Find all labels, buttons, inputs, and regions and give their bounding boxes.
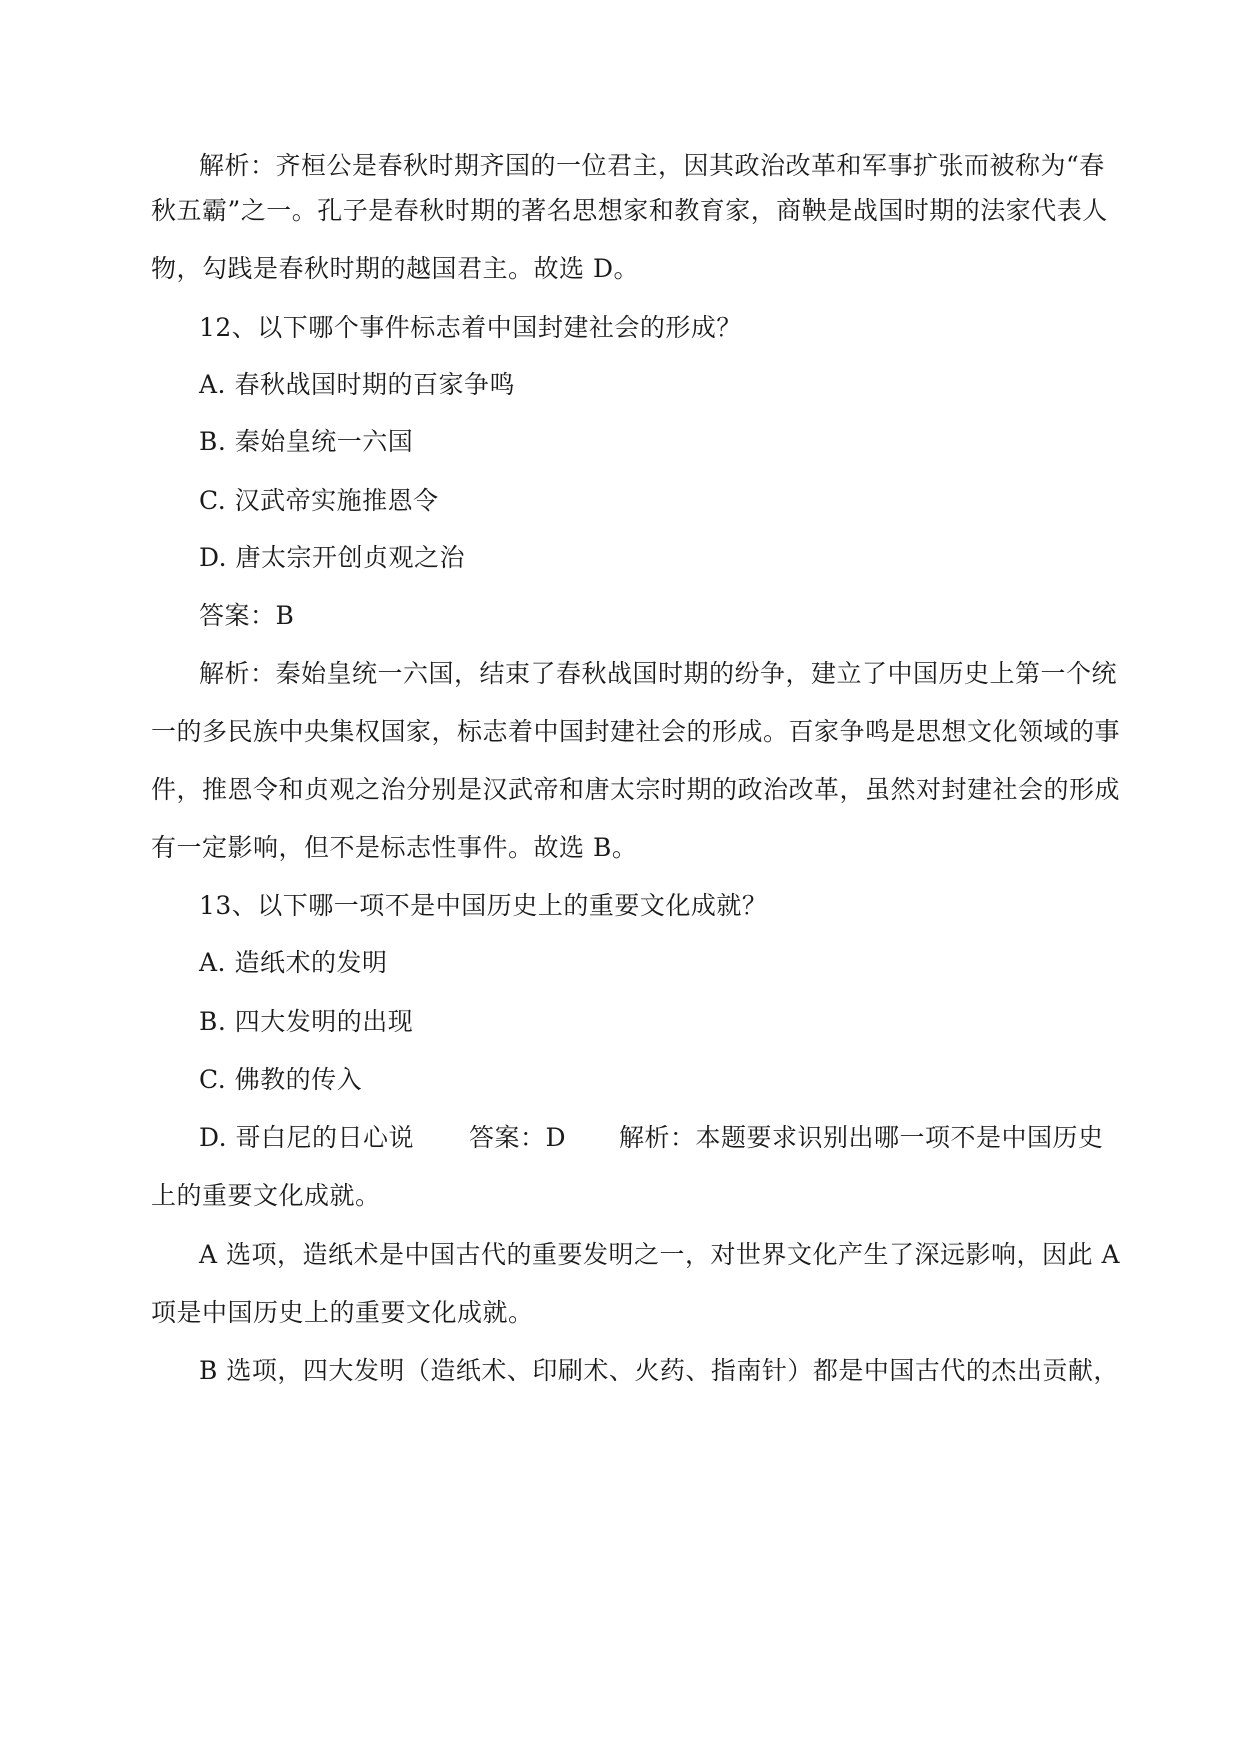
q13-analysis-cont: 上的重要文化成就。 (151, 1181, 381, 1210)
q12-analysis-line: 解析：秦始皇统一六国，结束了春秋战国时期的纷争，建立了中国历史上第一个统 (199, 659, 1118, 688)
q12-analysis-line: 有一定影响，但不是标志性事件。故选 B。 (151, 833, 638, 862)
q13-answer: 答案：D (469, 1123, 567, 1152)
q12-analysis-line: 件，推恩令和贞观之治分别是汉武帝和唐太宗时期的政治改革，虽然对封建社会的形成 (151, 775, 1121, 804)
q11-analysis-line: 秋五霸”之一。孔子是春秋时期的著名思想家和教育家，商鞅是战国时期的法家代表人 (151, 196, 1108, 225)
q13-option-d-line (199, 1121, 1104, 1155)
q13-a-explanation: A 选项，造纸术是中国古代的重要发明之一，对世界文化产生了深远影响，因此 A (199, 1240, 1121, 1269)
q13-option-b: B. 四大发明的出现 (199, 1007, 414, 1036)
q13-option-a: A. 造纸术的发明 (199, 948, 388, 977)
q12-option-d: D. 唐太宗开创贞观之治 (199, 543, 466, 572)
q13-option-d: D. 哥白尼的日心说 (199, 1123, 415, 1152)
q12-option-c: C. 汉武帝实施推恩令 (199, 486, 439, 515)
q13-a-explanation: 项是中国历史上的重要文化成就。 (151, 1298, 534, 1327)
q11-analysis-line: 解析：齐桓公是春秋时期齐国的一位君主，因其政治改革和军事扩张而被称为“春 (199, 151, 1105, 180)
q13-question: 13、以下哪一项不是中国历史上的重要文化成就？ (199, 891, 768, 920)
q13-option-c: C. 佛教的传入 (199, 1065, 363, 1094)
q12-option-b: B. 秦始皇统一六国 (199, 427, 414, 456)
q12-answer: 答案：B (199, 601, 295, 630)
q13-analysis-start: 解析：本题要求识别出哪一项不是中国历史 (619, 1123, 1104, 1152)
q12-question: 12、以下哪个事件标志着中国封建社会的形成？ (199, 313, 742, 342)
q13-b-explanation: B 选项，四大发明（造纸术、印刷术、火药、指南针）都是中国古代的杰出贡献， (199, 1356, 1119, 1385)
q11-analysis-line: 物，勾践是春秋时期的越国君主。故选 D。 (151, 254, 639, 283)
q12-analysis-line: 一的多民族中央集权国家，标志着中国封建社会的形成。百家争鸣是思想文化领域的事 (151, 717, 1121, 746)
q12-option-a: A. 春秋战国时期的百家争鸣 (199, 370, 515, 399)
